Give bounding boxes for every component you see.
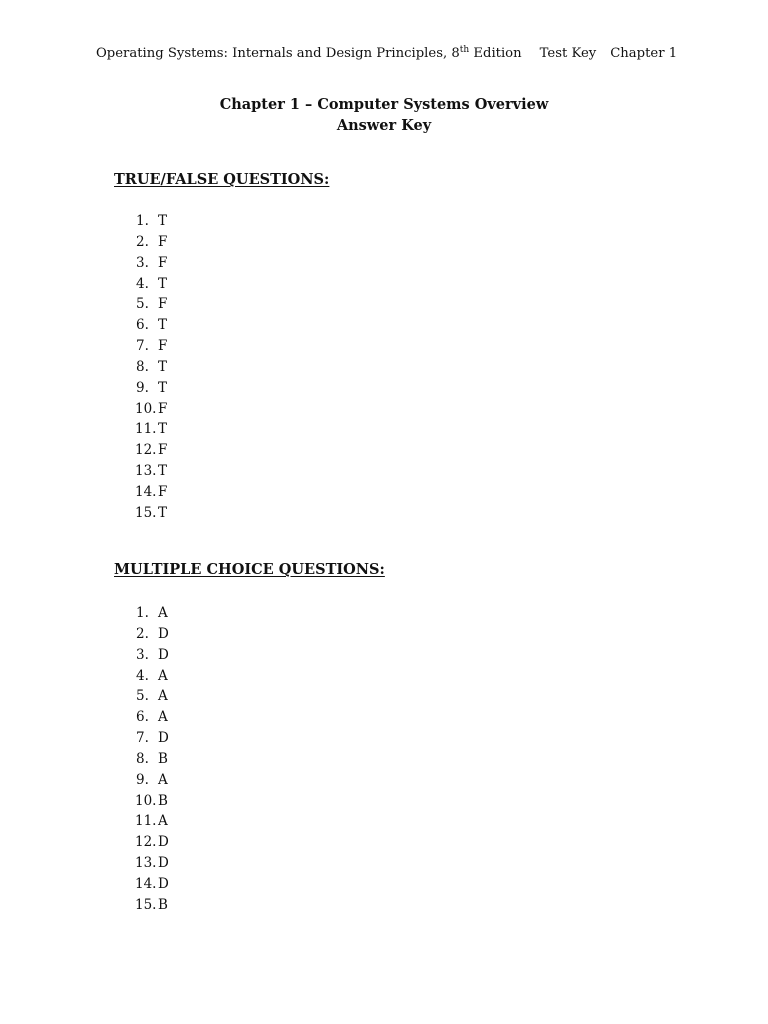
multiple-choice-answer-item <box>130 686 169 707</box>
answer-value: T <box>158 379 168 396</box>
true-false-answer-item <box>130 315 167 336</box>
answer-value: T <box>158 213 168 229</box>
answer-value: T <box>158 275 168 292</box>
true-false-answer-list <box>130 211 167 524</box>
answer-number: 13. <box>135 855 157 872</box>
answer-value: D <box>158 875 169 892</box>
answer-number: 3. <box>136 254 149 271</box>
true-false-answer-item <box>130 232 167 253</box>
answer-value: T <box>158 504 168 521</box>
answer-number: 11. <box>135 421 157 438</box>
answer-number: 7. <box>136 338 149 355</box>
answer-number: 12. <box>135 834 157 851</box>
running-header <box>96 46 696 61</box>
true-false-answer-item <box>130 294 167 315</box>
true-false-answer-item <box>130 440 167 461</box>
answer-value: F <box>158 233 168 250</box>
answer-number: 2. <box>136 625 149 642</box>
true-false-answer-item <box>130 211 167 232</box>
multiple-choice-answer-item <box>130 791 169 812</box>
answer-number: 1. <box>136 213 149 229</box>
answer-value: A <box>158 771 168 788</box>
multiple-choice-answer-item <box>130 853 169 874</box>
answer-number: 13. <box>135 463 157 480</box>
answer-number: 1. <box>136 605 149 621</box>
multiple-choice-answer-item <box>130 666 169 687</box>
answer-value: T <box>158 358 168 375</box>
answer-value: F <box>158 400 168 417</box>
true-false-answer-item <box>130 419 167 440</box>
answer-number: 6. <box>136 709 149 726</box>
multiple-choice-answer-item <box>130 603 169 624</box>
answer-number: 3. <box>136 646 149 663</box>
true-false-answer-item <box>130 336 167 357</box>
multiple-choice-heading: MULTIPLE CHOICE QUESTIONS: <box>114 561 385 578</box>
true-false-answer-item <box>130 274 167 295</box>
answer-number: 15. <box>135 896 157 913</box>
header-chapter: Chapter 1 <box>610 46 678 61</box>
answer-number: 11. <box>135 813 157 830</box>
multiple-choice-answer-item <box>130 832 169 853</box>
answer-number: 4. <box>136 275 149 292</box>
answer-number: 5. <box>136 688 149 705</box>
multiple-choice-answer-item <box>130 707 169 728</box>
answer-number: 7. <box>136 730 149 747</box>
multiple-choice-answer-item <box>130 749 169 770</box>
title-line-chapter: Chapter 1 – Computer Systems Overview <box>219 96 549 113</box>
answer-number: 12. <box>135 442 157 459</box>
answer-number: 6. <box>136 317 149 334</box>
answer-value: T <box>158 317 168 334</box>
true-false-answer-item <box>130 399 167 420</box>
answer-number: 9. <box>136 379 149 396</box>
answer-value: T <box>158 463 168 480</box>
true-false-heading: TRUE/FALSE QUESTIONS: <box>114 171 330 188</box>
answer-value: F <box>158 442 168 459</box>
answer-number: 15. <box>135 504 157 521</box>
answer-value: A <box>158 813 168 830</box>
answer-number: 4. <box>136 667 149 684</box>
true-false-answer-item <box>130 378 167 399</box>
true-false-answer-item <box>130 357 167 378</box>
answer-value: F <box>158 338 168 355</box>
multiple-choice-answer-item <box>130 645 169 666</box>
answer-number: 10. <box>135 400 157 417</box>
book-title <box>96 46 522 61</box>
answer-number: 2. <box>136 233 149 250</box>
true-false-answer-item <box>130 461 167 482</box>
answer-value: B <box>158 792 168 809</box>
answer-value: A <box>158 709 168 726</box>
answer-value: D <box>158 855 169 872</box>
answer-value: D <box>158 625 169 642</box>
multiple-choice-answer-item <box>130 874 169 895</box>
title-line-answer-key: Answer Key <box>336 117 432 134</box>
answer-value: F <box>158 254 168 271</box>
answer-value: B <box>158 896 168 913</box>
multiple-choice-answer-item <box>130 624 169 645</box>
multiple-choice-answer-item <box>130 770 169 791</box>
answer-value: A <box>158 605 168 621</box>
answer-value: A <box>158 667 168 684</box>
multiple-choice-answer-item <box>130 728 169 749</box>
answer-number: 9. <box>136 771 149 788</box>
answer-number: 8. <box>136 750 149 767</box>
book-title-prefix: Operating Systems: Internals and Design Principles, 8 <box>96 46 460 61</box>
answer-value: D <box>158 730 169 747</box>
true-false-answer-item <box>130 253 167 274</box>
multiple-choice-answer-item <box>130 895 169 916</box>
answer-value: T <box>158 421 168 438</box>
edition-suffix: Edition <box>469 46 522 61</box>
answer-number: 14. <box>135 875 157 892</box>
answer-value: D <box>158 646 169 663</box>
edition-superscript: th <box>459 45 470 55</box>
multiple-choice-answer-list <box>130 603 169 916</box>
answer-number: 8. <box>136 358 149 375</box>
true-false-answer-item <box>130 482 167 503</box>
multiple-choice-answer-item <box>130 811 169 832</box>
answer-value: D <box>158 834 169 851</box>
answer-number: 5. <box>136 296 149 313</box>
answer-value: F <box>158 483 168 500</box>
answer-value: A <box>158 688 168 705</box>
document-title <box>0 94 768 136</box>
answer-number: 14. <box>135 483 157 500</box>
answer-value: B <box>158 750 168 767</box>
doc-type: Test Key <box>539 46 597 61</box>
answer-number: 10. <box>135 792 157 809</box>
answer-value: F <box>158 296 168 313</box>
true-false-answer-item <box>130 503 167 524</box>
